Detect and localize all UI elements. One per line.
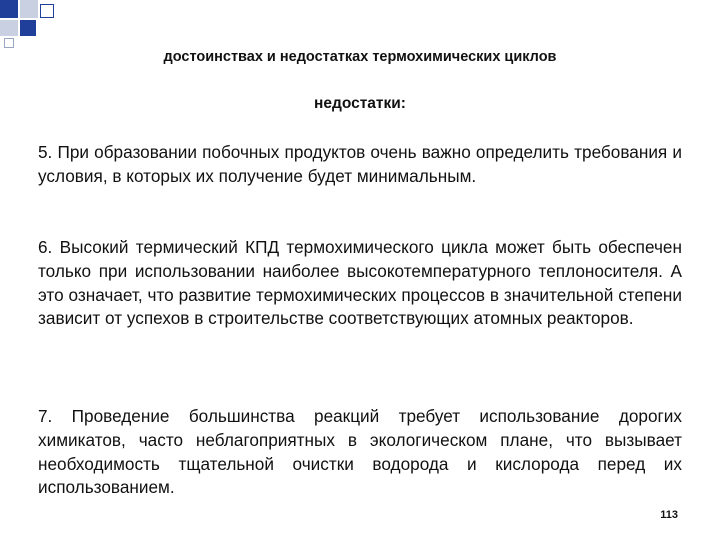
paragraph-item-7: 7. Проведение большинства реакций требует использование дорогих химикатов, часто неблагоприятных в экологическом плане, что вызывает необходимость тщательной очистки водорода и кислорода перед их использованием. [38,406,682,498]
slide-title: достоинствах и недостатках термохимических циклов [163,49,557,65]
corner-decoration [0,0,70,50]
decor-square-blue [20,20,36,36]
decor-square-outline [4,38,14,48]
decor-square-light [0,20,18,36]
paragraph-item-5: 5. При образовании побочных продуктов очень важно определить требования и условия, в которых их получение будет минимальным. [38,142,682,186]
decor-square-blue [0,0,18,18]
paragraph-item-6: 6. Высокий термический КПД термохимического цикла может быть обеспечен только при использовании наиболее высокотемпературного теплоносителя. А это означает, что развитие термохимических процессов в значительной степени зависит от успехов в строительстве соответствующих атомных реакторов. [38,237,682,329]
slide-subtitle: недостатки: [314,95,406,112]
decor-square-light [20,0,38,18]
decor-square-outline [40,4,54,18]
page-number: 113 [660,509,678,521]
